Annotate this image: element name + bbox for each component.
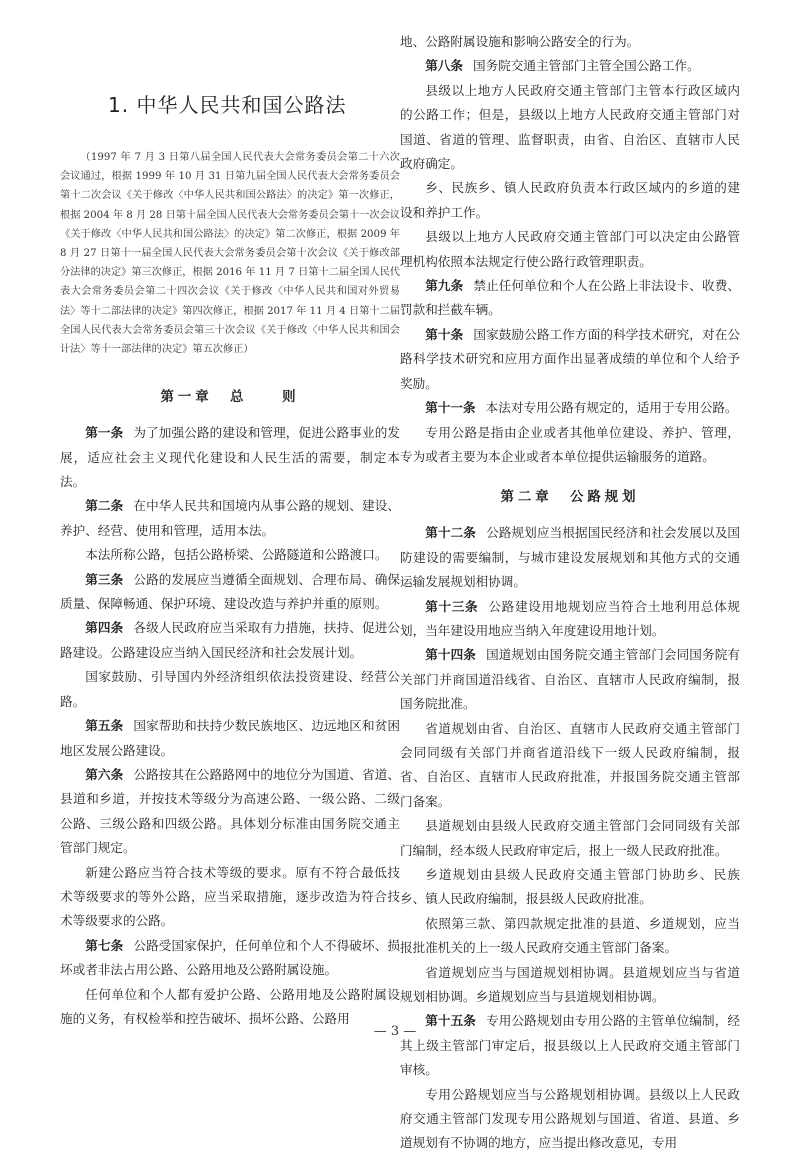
paragraph xyxy=(400,863,740,912)
paragraph xyxy=(400,225,740,274)
paragraph-text: 县道规划由县级人民政府交通主管部门会同同级有关部门编制，经本级人民政府审定后，报上一级人民政府批准。 xyxy=(400,818,740,858)
paragraph xyxy=(60,543,400,567)
paragraph xyxy=(60,763,400,861)
paragraph-text: 为了加强公路的建设和管理，促进公路事业的发展，适应社会主义现代化建设和人民生活的需要，制定本法。 xyxy=(60,425,401,490)
paragraph xyxy=(60,934,400,983)
article-number: 第九条 xyxy=(425,278,464,294)
article-number: 第十三条 xyxy=(425,598,479,614)
paragraph-text: 乡、民族乡、镇人民政府负责本行政区域内的乡道的建设和养护工作。 xyxy=(400,180,740,220)
left-column xyxy=(60,90,400,1031)
paragraph-text: 公路受国家保护，任何单位和个人不得破坏、损坏或者非法占用公路、公路用地及公路附属设施。 xyxy=(60,937,401,978)
paragraph-text: 省道规划应当与国道规划相协调。县道规划应当与省道规划相协调。乡道规划应当与县道规划相协调。 xyxy=(400,964,740,1005)
paragraph xyxy=(400,595,740,644)
paragraph-text: 国家鼓励公路工作方面的科学技术研究，对在公路科学技术研究和应用方面作出显著成绩的单位和个人给予奖励。 xyxy=(400,326,741,391)
paragraph xyxy=(60,421,400,494)
left-paragraphs xyxy=(60,421,400,1031)
paragraph-text: 公路按其在公路路网中的地位分为国道、省道、县道和乡道，并按技术等级分为高速公路、一级公路、二级公路、三级公路和四级公路。具体划分标准由国务院交通主管部门规定。 xyxy=(60,766,401,856)
article-number: 第十二条 xyxy=(425,525,476,541)
paragraph-text: 乡道规划由县级人民政府交通主管部门协助乡、民族乡、镇人民政府编制，报县级人民政府批准。 xyxy=(400,867,740,907)
article-number: 第六条 xyxy=(85,766,124,782)
paragraph-text: 国家鼓励、引导国内外经济组织依法投资建设、经营公路。 xyxy=(60,669,400,709)
paragraph-text: 新建公路应当符合技术等级的要求。原有不符合最低技术等级要求的等外公路，应当采取措施，逐步改造为符合技术等级要求的公路。 xyxy=(60,864,400,929)
paragraph-text: 县级以上地方人民政府交通主管部门主管本行政区域内的公路工作；但是，县级以上地方人民政府交通主管部门对国道、省道的管理、监督职责，由省、自治区、直辖市人民政府确定。 xyxy=(400,82,740,172)
paragraph-text: 专用公路是指由企业或者其他单位建设、养护、管理，专为或者主要为本企业或者本单位提供运输服务的道路。 xyxy=(400,424,740,464)
paragraph xyxy=(400,717,740,815)
article-number: 第三条 xyxy=(85,571,124,587)
paragraph xyxy=(400,814,740,863)
paragraph-text: 国家帮助和扶持少数民族地区、边远地区和贫困地区发展公路建设。 xyxy=(60,718,401,758)
paragraph-text: 禁止任何单位和个人在公路上非法设卡、收费、罚款和拦截车辆。 xyxy=(400,278,741,318)
article-number: 第四条 xyxy=(85,620,124,636)
right-top-paragraphs xyxy=(400,30,740,469)
right-column xyxy=(400,30,740,1156)
paragraph xyxy=(400,54,740,78)
paragraph xyxy=(60,568,400,617)
page-number: — 3 — xyxy=(373,1024,417,1039)
paragraph xyxy=(400,1009,740,1082)
preamble: （1997 年 7 月 3 日第八届全国人民代表大会常务委员会第二十六次会议通过，根据 1999 年 10 月 31 日第九届全国人民代表大会常务委员会第十二次会议《关于修改〈中华人民共和国公路法〉的决定》第一次修正，根据 2004 年 8 月 28 日第十届全国人民代表大会常务委员会第十一次会议《关于修改〈中华人民共和国公路法〉的决定》第二次修正，根据 2009 年 8 月 27 日第十一届全国人民代表大会常务委员会第十次会议《关于修改部分法律的决定》第三次修正，根据 2016 年 11 月 7 日第十二届全国人民代表大会常务委员会第二十四次会议《关于修改〈中华人民共和国对外贸易法〉等十二部法律的决定》第四次修正，根据 2017 年 11 月 4 日第十二届全国人民代表大会常务委员会第三十次会议《关于修改〈中华人民共和国会计法〉等十一部法律的决定》第五次修正） xyxy=(60,152,400,356)
paragraph xyxy=(400,643,740,716)
paragraph-text: 国道规划由国务院交通主管部门会同国务院有关部门并商国道沿线省、自治区、直辖市人民政府编制，报国务院批准。 xyxy=(400,647,741,712)
right-bottom-paragraphs xyxy=(400,521,740,1156)
paragraph xyxy=(400,521,740,594)
article-number: 第八条 xyxy=(425,58,463,74)
paragraph-text: 任何单位和个人都有爱护公路、公路用地及公路附属设施的义务，有权检举和控告破坏、损坏公路、公路用 xyxy=(60,986,400,1026)
article-number: 第十四条 xyxy=(425,647,476,663)
paragraph-text: 公路的发展应当遵循全面规划、合理布局、确保质量、保障畅通、保护环境、建设改造与养护并重的原则。 xyxy=(60,571,401,612)
paragraph xyxy=(60,494,400,543)
law-title: 1. 中华人民共和国公路法 xyxy=(108,93,347,117)
paragraph xyxy=(400,912,740,961)
paragraph xyxy=(400,176,740,225)
paragraph-text: 专用公路规划由专用公路的主管单位编制，经其上级主管部门审定后，报县级以上人民政府交通主管部门审核。 xyxy=(400,1013,741,1078)
article-number: 第十一条 xyxy=(425,400,476,416)
paragraph xyxy=(60,665,400,714)
paragraph xyxy=(400,961,740,1010)
paragraph xyxy=(400,274,740,323)
paragraph-text: 本法对专用公路有规定的，适用于专用公路。 xyxy=(485,400,738,416)
paragraph-text: 国务院交通主管部门主管全国公路工作。 xyxy=(473,58,700,74)
paragraph xyxy=(60,714,400,763)
paragraph xyxy=(60,861,400,934)
paragraph-text: 地、公路附属设施和影响公路安全的行为。 xyxy=(400,34,640,49)
article-number: 第二条 xyxy=(85,498,124,514)
paragraph xyxy=(400,79,740,177)
paragraph xyxy=(400,323,740,396)
article-number: 第十五条 xyxy=(425,1013,476,1029)
chapter-heading-2: 第二章 公路规划 xyxy=(500,490,640,506)
paragraph-text: 省道规划由省、自治区、直辖市人民政府交通主管部门会同同级有关部门并商省道沿线下一级人民政府编制，报省、自治区、直辖市人民政府批准，并报国务院交通主管部门备案。 xyxy=(400,720,740,809)
paragraph-text: 本法所称公路，包括公路桥梁、公路隧道和公路渡口。 xyxy=(85,547,388,563)
paragraph xyxy=(400,396,740,420)
article-number: 第十条 xyxy=(425,326,464,342)
paragraph-text: 依照第三款、第四款规定批准的县道、乡道规划，应当报批准机关的上一级人民政府交通主管部门备案。 xyxy=(400,915,740,956)
paragraph-text: 公路建设用地规划应当符合土地利用总体规划，当年建设用地应当纳入年度建设用地计划。 xyxy=(400,598,741,638)
article-number: 第七条 xyxy=(85,937,124,953)
paragraph xyxy=(400,1083,740,1156)
paragraph-text: 在中华人民共和国境内从事公路的规划、建设、养护、经营、使用和管理，适用本法。 xyxy=(60,498,401,538)
paragraph-text: 公路规划应当根据国民经济和社会发展以及国防建设的需要编制，与城市建设发展规划和其他方式的交通运输发展规划相协调。 xyxy=(400,525,741,590)
article-number: 第一条 xyxy=(85,425,124,441)
paragraph-text: 各级人民政府应当采取有力措施，扶持、促进公路建设。公路建设应当纳入国民经济和社会发展计划。 xyxy=(60,620,401,660)
paragraph xyxy=(400,421,740,470)
chapter-heading-1: 第一章 总 则 xyxy=(160,390,300,406)
article-number: 第五条 xyxy=(85,718,124,734)
paragraph xyxy=(400,30,740,54)
paragraph-text: 专用公路规划应当与公路规划相协调。县级以上人民政府交通主管部门发现专用公路规划与国道、省道、县道、乡道规划有不协调的地方，应当提出修改意见，专用 xyxy=(400,1086,740,1151)
paragraph-text: 县级以上地方人民政府交通主管部门可以决定由公路管理机构依照本法规定行使公路行政管理职责。 xyxy=(400,229,740,269)
paragraph xyxy=(60,616,400,665)
